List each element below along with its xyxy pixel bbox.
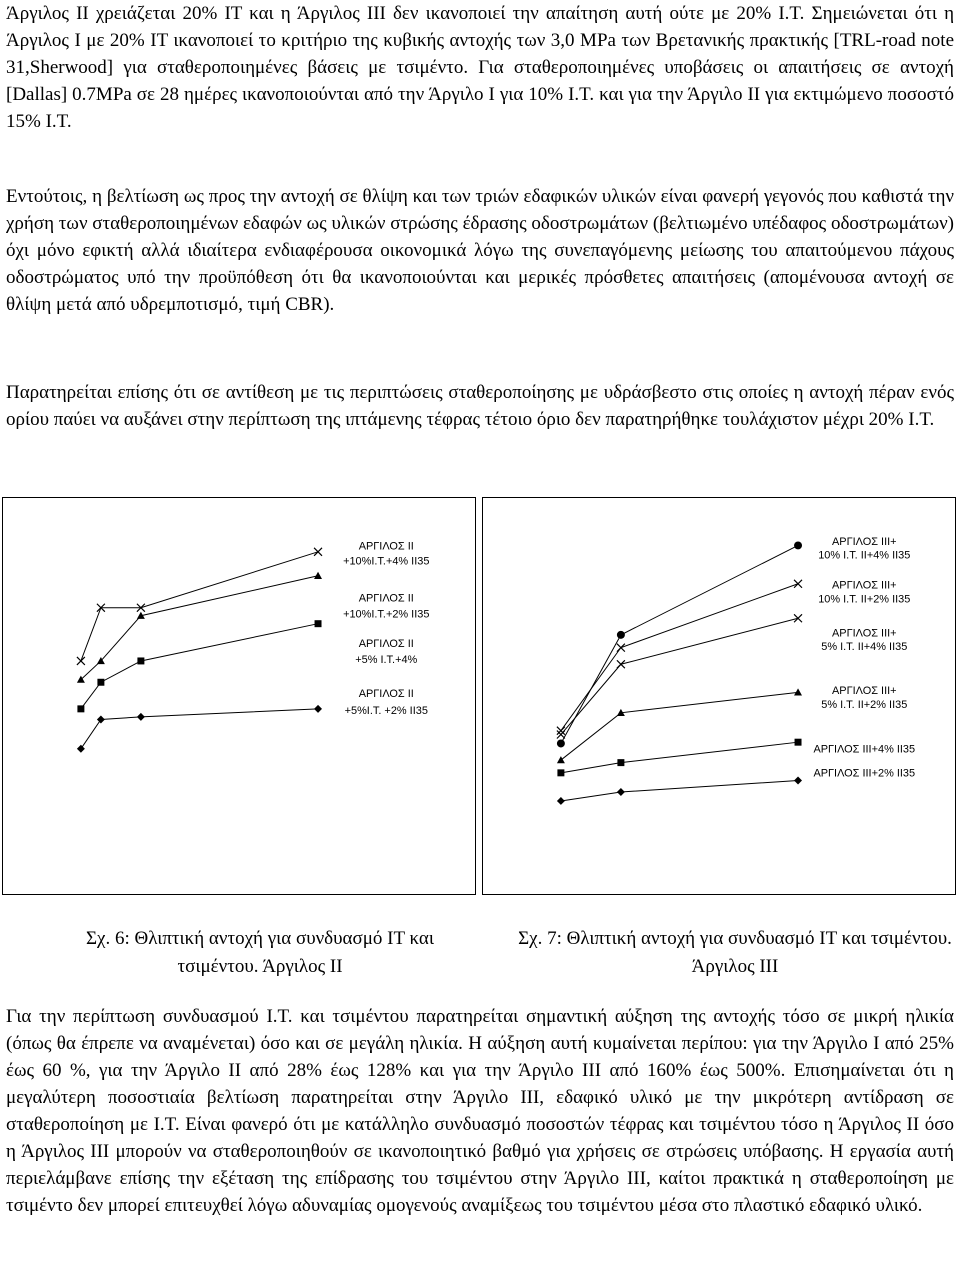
data-point	[137, 713, 145, 721]
data-point	[794, 541, 802, 549]
series-label: ΑΡΓΙΛΟΣ ΙΙΙ+ 10% Ι.Τ. ΙΙ+4% ΙΙ35	[818, 535, 911, 562]
data-point	[794, 580, 802, 588]
series-label: ΑΡΓΙΛΟΣ ΙΙ +5%Ι.Τ. +2% ΙΙ35	[344, 687, 428, 717]
series-line	[81, 576, 318, 680]
data-point	[795, 739, 802, 746]
data-point	[617, 631, 625, 639]
data-point	[137, 657, 144, 664]
paragraph-1: Άργιλος ΙΙ χρειάζεται 20% ΙΤ και η Άργιλος ΙΙΙ δεν ικανοποιεί την απαίτηση αυτή ούτε με 20% Ι.Τ. Σημειώνεται ότι η Άργιλος Ι με 20% ΙΤ ικανοποιεί το κριτήριο της κυβικής αντοχής των 3,0 ΜΡa των Βρετανικής πρακτικής [TRL-road note 31,Sherwood] για σταθεροποιημένες βάσεις με τσιμέντο. Για σταθεροποιημένες υποβάσεις οι απαιτήσεις σε αντοχή [Dallas] 0.7ΜΡa σε 28 ημέρες ικανοποιούνται από την Άργιλο Ι για 10% Ι.Τ. και για την Άργιλο ΙΙ για εκτιμώμενο ποσοστό 15% Ι.Τ.	[6, 3, 954, 132]
data-point	[557, 797, 565, 805]
series-label: ΑΡΓΙΛΟΣ ΙΙΙ+4% ΙΙ35	[813, 743, 916, 756]
series-label: ΑΡΓΙΛΟΣ ΙΙ +10%Ι.Τ.+4% ΙΙ35	[343, 540, 430, 568]
series-line	[81, 552, 318, 661]
data-point	[794, 614, 802, 622]
data-point	[97, 679, 104, 686]
data-point	[314, 705, 322, 713]
series-label: ΑΡΓΙΛΟΣ ΙΙ +5% Ι.Τ.+4%	[355, 638, 418, 667]
data-point	[617, 644, 625, 652]
series-line	[561, 781, 798, 801]
data-point	[557, 756, 565, 763]
paragraph-4: Για την περίπτωση συνδυασμού Ι.Τ. και τσιμέντου παρατηρείται σημαντική αύξηση της αντοχής τόσο σε μικρή ηλικία (όπως θα έπρεπε να αναμένεται) όσο και σε μεγάλη ηλικία. Η αύξηση αυτή κυμαίνεται περίπου: για την Άργιλο Ι από 25% έως 60 %, για την Άργιλο ΙΙ από 28% έως 128% και για την Άργιλο ΙΙΙ από 160% έως 500%. Επισημαίνεται ότι η μεγαλύτερη ποσοστιαία βελτίωση παρατηρείται στην Άργιλο ΙΙΙ, εδαφικό υλικό με την μικρότερη αντίδραση σε σταθεροποίηση με Ι.Τ. Είναι φανερό ότι με κατάλληλο συνδυασμό ποσοστών τέφρας και τσιμέντου τόσο η Άργιλος ΙΙ όσο η Άργιλος ΙΙΙ μπορούν να σταθεροποιηθούν σε ικανοποιητικό βαθμό για χρήσεις σε στρώσεις υπόβασης. Η εργασία αυτή περιελάμβανε επίσης την εξέταση της επίδρασης του τσιμέντου στην Άργιλο ΙΙΙ, καίτοι πρακτικά η σταθεροποίηση με τσιμέντο δεν μπορεί επιτευχθεί λόγω αδυναμίας ομογενούς αναμίξεως του τσιμέντου μέσα στο πλαστικό εδαφικό υλικό.	[6, 1006, 954, 1216]
series-line	[561, 692, 798, 760]
series-label: ΑΡΓΙΛΟΣ ΙΙΙ+ 5% Ι.Τ. ΙΙ+4% ΙΙ35	[821, 627, 908, 654]
series-line	[561, 618, 798, 734]
figure-6-caption: Σχ. 6: Θλιπτική αντοχή για συνδυασμό ΙΤ και τσιμέντου. Άργιλος ΙΙ	[86, 928, 434, 977]
figure-6-chart	[2, 497, 476, 895]
data-point	[77, 705, 84, 712]
paragraph-2: Εντούτοις, η βελτίωση ως προς την αντοχή σε θλίψη και των τριών εδαφικών υλικών είναι φανερή γεγονός που καθιστά την χρήση των σταθεροποιημένων εδαφών ως υλικών στρώσης έδρασης οδοστρωμάτων (βελτιωμένο υπέδαφος οδοστρωμάτων) όχι μόνο εφικτή αλλά ιδιαίτερα ενδιαφέρουσα οικονομικά λόγω της συνεπαγόμενης μείωσης του απαιτούμενου πάχους οδοστρώματος υπό την προϋπόθεση ότι θα ικανοποιούνται και μερικές πρόσθετες απαιτήσεις (απομένουσα αντοχή σε θλίψη μετά από υδρεμποτισμό, τιμή CBR).	[6, 186, 954, 315]
data-point	[314, 572, 322, 579]
data-point	[315, 620, 322, 627]
data-point	[557, 731, 565, 739]
data-point	[314, 548, 322, 556]
data-point	[557, 769, 564, 776]
series-line	[561, 742, 798, 773]
data-point	[617, 788, 625, 796]
data-point	[557, 739, 565, 747]
series-label: ΑΡΓΙΛΟΣ ΙΙΙ+ 5% Ι.Τ. ΙΙ+2% ΙΙ35	[821, 685, 908, 711]
series-line	[561, 545, 798, 743]
data-point	[794, 688, 802, 695]
series-line	[81, 709, 318, 749]
figure-7-caption: Σχ. 7: Θλιπτική αντοχή για συνδυασμό ΙΤ και τσιμέντου. Άργιλος ΙΙΙ	[518, 928, 952, 977]
data-point	[617, 660, 625, 668]
data-point	[77, 745, 85, 753]
data-point	[97, 716, 105, 724]
data-point	[794, 777, 802, 785]
series-label: ΑΡΓΙΛΟΣ ΙΙΙ+2% ΙΙ35	[813, 767, 916, 780]
data-point	[77, 657, 85, 665]
series-line	[81, 624, 318, 709]
figure-7-chart	[482, 497, 956, 895]
series-label: ΑΡΓΙΛΟΣ ΙΙ +10%Ι.Τ.+2% ΙΙ35	[343, 592, 430, 621]
data-point	[617, 759, 624, 766]
series-label: ΑΡΓΙΛΟΣ ΙΙΙ+ 10% Ι.Τ. ΙΙ+2% ΙΙ35	[818, 579, 911, 606]
paragraph-3: Παρατηρείται επίσης ότι σε αντίθεση με τις περιπτώσεις σταθεροποίησης με υδράσβεστο στις οποίες η αντοχή πέραν ενός ορίου παύει να αυξάνει στην περίπτωση της ιπτάμενης τέφρας τέτοιο όριο δεν παρατηρήθηκε τουλάχιστον μέχρι 20% Ι.Τ.	[6, 382, 954, 430]
